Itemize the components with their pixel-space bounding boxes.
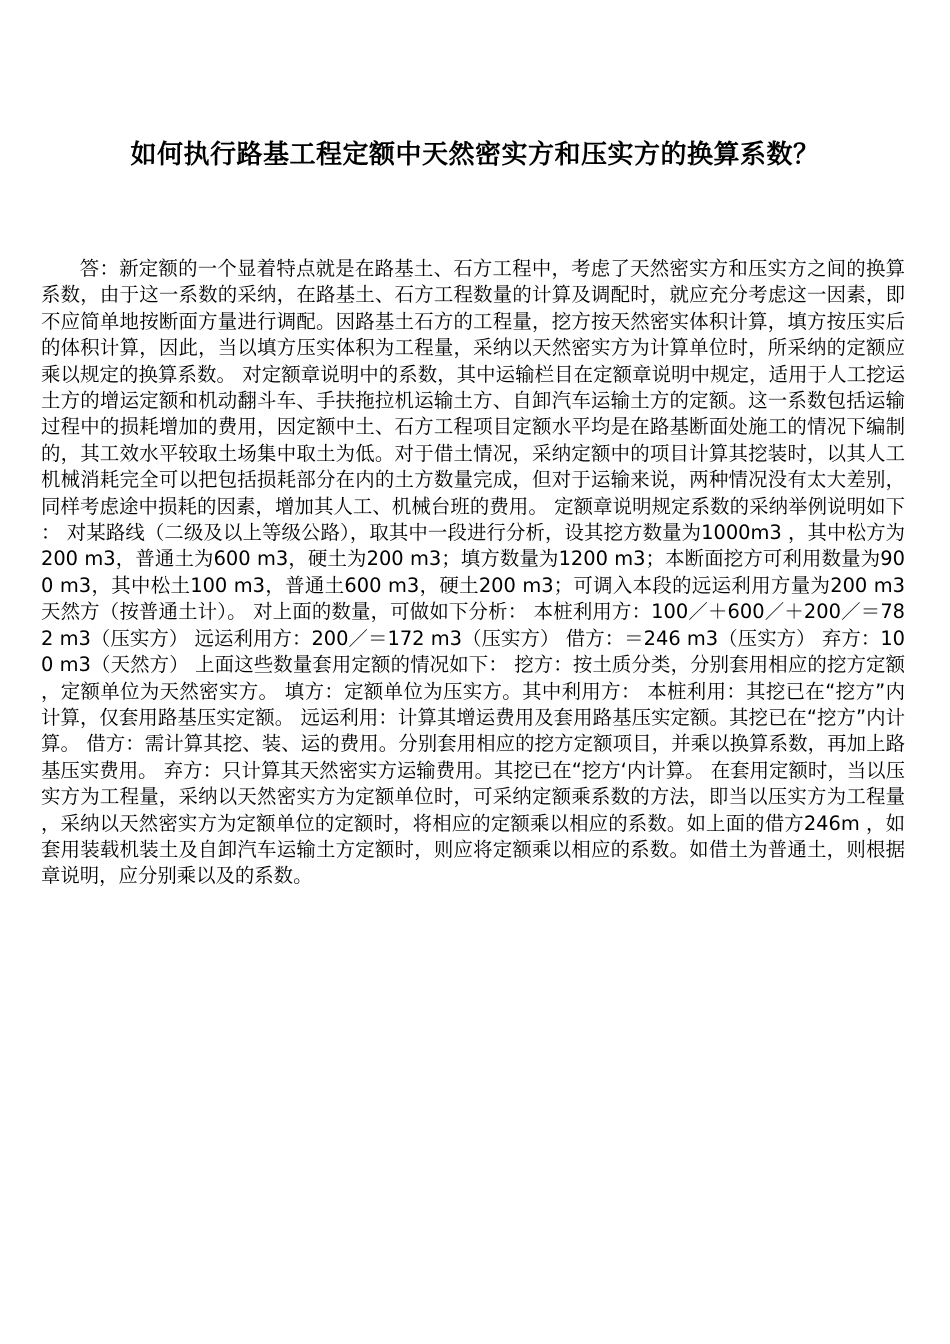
document-body-paragraph: 答：新定额的一个显着特点就是在路基土、石方工程中，考虑了天然密实方和压实方之间的换算系数，由于这一系数的采纳，在路基土、石方工程数量的计算及调配时，就应充分考虑这一因素，即不应简单地按断面方量进行调配。因路基土石方的工程量，挖方按天然密实体积计算，填方按压实后的体积计算，因此，当以填方压实体积为工程量，采纳以天然密实方为计算单位时，所采纳的定额应乘以规定的换算系数。 对定额章说明中的系数，其中运输栏目在定额章说明中规定，适用于人工挖运土方的增运定额和机动翻斗车、手扶拖拉机运输土方、自卸汽车运输土方的定额。这一系数包括运输过程中的损耗增加的费用，因定额中土、石方工程项目定额水平均是在路基断面处施工的情况下编制的，其工效水平较取土场集中取土为低。对于借土情况，采纳定额中的项目计算其挖装时，以其人工机械消耗完全可以把包括损耗部分在内的土方数量完成，但对于运输来说，两种情况没有太大差别，同样考虑途中损耗的因素，增加其人工、机械台班的费用。 定额章说明规定系数的采纳举例说明如下： 对某路线（二级及以上等级公路），取其中一段进行分析，设其挖方数量为1000m3 ，其中松方为200 m3，普通土为600 m3，硬土为200 m3；填方数量为1200 m3；本断面挖方可利用数量为900 m3，其中松土100 m3，普通土600 m3，硬土200 m3；可调入本段的远运利用方量为200 m3天然方（按普通土计）。 对上面的数量，可做如下分析： 本桩利用方：100／＋600／＋200／＝782 m3（压实方） 远运利用方：200／＝172 m3（压实方） 借方：＝246 m3（压实方） 弃方：100 m3（天然方） 上面这些数量套用定额的情况如下： 挖方：按土质分类，分别套用相应的挖方定额，定额单位为天然密实方。 填方：定额单位为压实方。其中利用方： 本桩利用：其挖已在“挖方”内计算，仅套用路基压实定额。 远运利用：计算其增运费用及套用路基压实定额。其挖已在“挖方”内计算。 借方：需计算其挖、装、运的费用。分别套用相应的挖方定额项目，并乘以换算系数，再加上路基压实费用。 弃方：只计算其天然密实方运输费用。其挖已在“挖方‘内计算。 在套用定额时，当以压实方为工程量，采纳以天然密实方为定额单位时，可采纳定额乘系数的方法，即当以压实方为工程量，采纳以天然密实方为定额单位的定额时，将相应的定额乘以相应的系数。如上面的借方246m ，如套用装载机装土及自卸汽车运输土方定额时，则应将定额乘以相应的系数。如借土为普通土，则根据章说明，应分别乘以及的系数。: [41, 257, 905, 888]
document-title: 如何执行路基工程定额中天然密实方和压实方的换算系数？: [130, 140, 820, 170]
